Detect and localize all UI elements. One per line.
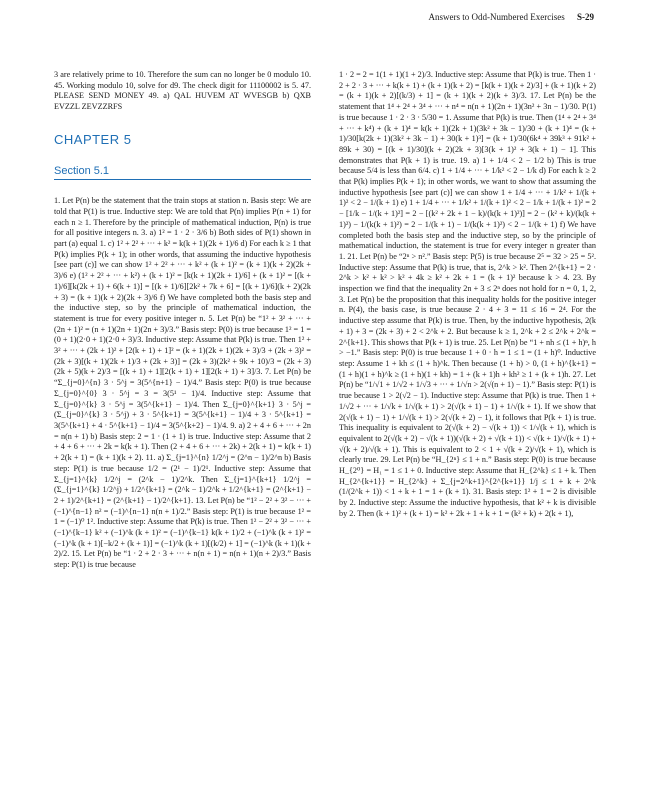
running-header xyxy=(429,12,594,22)
header-title: Answers to Odd-Numbered Exercises xyxy=(428,12,565,22)
section-answers: 1. Let P(n) be the statement that the train stops at station n. Basis step: We are told that P(1) is true. Inductive step: We are told that P(n) implies P(n + 1) for each n ≥ 1. Therefore by the principle of mathematical induction, P(n) is true for all positive integers n. 3. a) 1² = 1 · 2 · 3/6 b) Both sides of P(1) shown in part (a) equal 1. c) 1² + 2² + ··· + k² = k(k + 1)(2k + 1)/6 d) For each k ≥ 1 that P(k) implies P(k + 1); in other words, that assuming the inductive hypothesis [see part (c)] we can show 1² + 2² + ··· + k² + (k + 1)² = (k + 1)(k + 2)(2k + 3)/6 e) (1² + 2² + ··· + k²) + (k + 1)² = [k(k + 1)(2k + 1)/6] + (k + 1)² = [(k + 1)/6][k(2k + 1) + 6(k + 1)] = [(k + 1)/6][2k² + 7k + 6] = [(k + 1)/6](k + 2)(2k + 3) = (k + 1)(k + 2)(2k + 3)/6 f) We have completed both the basis step and the inductive step, so by the principle of mathematical induction, the statement is true for every positive integer n. 5. Let P(n) be “1² + 3² + ··· + (2n + 1)² = (n + 1)(2n + 1)(2n + 3)/3.” Basis step: P(0) is true because 1² = 1 = (0 + 1)(2·0 + 1)(2·0 + 3)/3. Inductive step: Assume that P(k) is true. Then 1² + 3² + ··· + (2k + 1)² + [2(k + 1) + 1]² = (k + 1)(2k + 1)(2k + 3)/3 + (2k + 3)² = (2k + 3)[(k + 1)(2k + 1)/3 + (2k + 3)] = (2k + 3)(2k² + 9k + 10)/3 = (2k + 3)(2k + 5)(k + 2)/3 = [(k + 1) + 1][2(k + 1) + 1][2(k + 1) + 3]/3. 7. Let P(n) be “Σ_{j=0}^{n} 3 · 5^j = 3(5^{n+1} − 1)/4.” Basis step: P(0) is true because Σ_{j=0}^{0} 3 · 5^j = 3 = 3(5¹ − 1)/4. Inductive step: Assume that Σ_{j=0}^{k} 3 · 5^j = 3(5^{k+1} − 1)/4. Then Σ_{j=0}^{k+1} 3 · 5^j = (Σ_{j=0}^{k} 3 · 5^j) + 3 · 5^{k+1} = 3(5^{k+1} − 1)/4 + 3 · 5^{k+1} = 3(5^{k+1} + 4 · 5^{k+1} − 1)/4 = 3(5^{k+2} − 1)/4. 9. a) 2 + 4 + 6 + ··· + 2n = n(n + 1) b) Basis step: 2 = 1 · (1 + 1) is true. Inductive step: Assume that 2 + 4 + 6 + ··· + 2k = k(k + 1). Then (2 + 4 + 6 + ··· + 2k) + 2(k + 1) = k(k + 1) + 2(k + 1) = (k + 1)(k + 2). 11. a) Σ_{j=1}^{n} 1/2^j = (2^n − 1)/2^n b) Basis step: P(1) is true because 1/2 = (2¹ − 1)/2¹. Inductive step: Assume that Σ_{j=1}^{k} 1/2^j = (2^k − 1)/2^k. Then Σ_{j=1}^{k+1} 1/2^j = (Σ_{j=1}^{k} 1/2^j) + 1/2^{k+1} = (2^k − 1)/2^k + 1/2^{k+1} = (2^{k+1} − 2 + 1)/2^{k+1} = (2^{k+1} − 1)/2^{k+1}. 13. Let P(n) be “1² − 2² + 3² − ··· + (−1)^{n−1} n² = (−1)^{n−1} n(n + 1)/2.” Basis step: P(1) is true because 1² = 1 = (−1)⁰ 1². Inductive step: Assume that P(k) is true. Then 1² − 2² + 3² − ··· + (−1)^{k−1} k² + (−1)^k (k + 1)² = (−1)^{k−1} k(k + 1)/2 + (−1)^k (k + 1)² = (−1)^k (k + 1)[−k/2 + (k + 1)] = (−1)^k (k + 1)[(k/2) + 1] = (−1)^k (k + 1)(k + 2)/2. 15. Let P(n) be “1 · 2 + 2 · 3 + ··· + n(n + 1) = n(n + 1)(n + 2)/3.” Basis step: P(1) is true because xyxy=(54,196,311,570)
section-heading: Section 5.1 xyxy=(54,164,110,177)
carryover-answers: 3 are relatively prime to 10. Therefore the sum can no longer be 0 modulo 10. 45. Working modulo 10, solve for d9. The check digit for 11100002 is 5. 47. PLEASE SEND MONEY 49. a) QAL HUVEM AT WVESGB b) QXB EVZZL ZEVZZRFS xyxy=(54,70,311,112)
left-column xyxy=(54,70,311,782)
continued-answers: 1 · 2 = 2 = 1(1 + 1)(1 + 2)/3. Inductive step: Assume that P(k) is true. Then 1 · 2 + 2 · 3 + ··· + k(k + 1) + (k + 1)(k + 2) = [k(k + 1)(k + 2)/3] + (k + 1)(k + 2) = (k + 1)(k + 2)[(k/3) + 1] = (k + 1)(k + 2)(k + 3)/3. 17. Let P(n) be the statement that 1⁴ + 2⁴ + 3⁴ + ··· + n⁴ = n(n + 1)(2n + 1)(3n² + 3n − 1)/30. P(1) is true because 1 · 2 · 3 · 5/30 = 1. Assume that P(k) is true. Then (1⁴ + 2⁴ + 3⁴ + ··· + k⁴) + (k + 1)⁴ = k(k + 1)(2k + 1)(3k² + 3k − 1)/30 + (k + 1)⁴ = (k + 1)/30[k(2k + 1)(3k² + 3k − 1) + 30(k + 1)³] = (k + 1)/30(6k⁴ + 39k³ + 91k² + 89k + 30) = [(k + 1)/30](k + 2)(2k + 3)[3(k + 1)² + 3(k + 1) − 1]. This demonstrates that P(k + 1) is true. 19. a) 1 + 1/4 < 2 − 1/2 b) This is true because 5/4 is less than 6/4. c) 1 + 1/4 + ··· + 1/k² < 2 − 1/k d) For each k ≥ 2 that P(k) implies P(k + 1); in other words, we want to show that assuming the inductive hypothesis [see part (c)] we can show 1 + 1/4 + ··· + 1/k² + 1/(k + 1)² < 2 − 1/(k + 1) e) 1 + 1/4 + ··· + 1/k² + 1/(k + 1)² < 2 − 1/k + 1/(k + 1)² = 2 − [1/k − 1/(k + 1)²] = 2 − [(k² + 2k + 1 − k)/(k(k + 1)²)] = 2 − (k² + k)/(k(k + 1)²) − 1/(k(k + 1)²) = 2 − 1/(k + 1) − 1/(k(k + 1)²) < 2 − 1/(k + 1) f) We have completed both the basis step and the inductive step, so by the principle of mathematical induction, the statement is true for every integer n greater than 1. 21. Let P(n) be “2ⁿ > n².” Basis step: P(5) is true because 2⁵ = 32 > 25 = 5². Inductive step: Assume that P(k) is true, that is, 2^k > k². Then 2^{k+1} = 2 · 2^k > k² + k² > k² + 4k ≥ k² + 2k + 1 = (k + 1)² because k > 4. 23. By inspection we find that the inequality 2n + 3 ≤ 2ⁿ does not hold for n = 0, 1, 2, 3. Let P(n) be the proposition that this inequality holds for the positive integer n. P(4), the basis case, is true because 2 · 4 + 3 = 11 ≤ 16 = 2⁴. For the inductive step assume that P(k) is true. Then, by the inductive hypothesis, 2(k + 1) + 3 = (2k + 3) + 2 < 2^k + 2. But because k ≥ 1, 2^k + 2 ≤ 2^k + 2^k = 2^{k+1}. This shows that P(k + 1) is true. 25. Let P(n) be “1 + nh ≤ (1 + h)ⁿ, h > −1.” Basis step: P(0) is true because 1 + 0 · h = 1 ≤ 1 = (1 + h)⁰. Inductive step: Assume 1 + kh ≤ (1 + h)^k. Then because (1 + h) > 0, (1 + h)^{k+1} = (1 + h)(1 + h)^k ≥ (1 + h)(1 + kh) = 1 + (k + 1)h + kh² ≥ 1 + (k + 1)h. 27. Let P(n) be “1/√1 + 1/√2 + 1/√3 + ··· + 1/√n > 2(√(n + 1) − 1).” Basis step: P(1) is true because 1 > 2(√2 − 1). Inductive step: Assume that P(k) is true. Then 1 + 1/√2 + ··· + 1/√k + 1/√(k + 1) > 2(√(k + 1) − 1) + 1/√(k + 1). If we show that 2(√(k + 1) − 1) + 1/√(k + 1) > 2(√(k + 2) − 1), it follows that P(k + 1) is true. This inequality is equivalent to 2(√(k + 2) − √(k + 1)) < 1/√(k + 1), which is equivalent to 2(√(k + 2) − √(k + 1))(√(k + 2) + √(k + 1)) < √(k + 1)/√(k + 1) + √(k + 2)/√(k + 1). This is equivalent to 2 < 1 + √(k + 2)/√(k + 1), which is clearly true. 29. Let P(n) be “H_{2ⁿ} ≤ 1 + n.” Basis step: P(0) is true because H_{2⁰} = H₁ = 1 ≤ 1 + 0. Inductive step: Assume that H_{2^k} ≤ 1 + k. Then H_{2^{k+1}} = H_{2^k} + Σ_{j=2^k+1}^{2^{k+1}} 1/j ≤ 1 + k + 2^k (1/(2^k + 1)) < 1 + k + 1 = 1 + (k + 1). 31. Basis step: 1² + 1 = 2 is divisible by 2. Inductive step: Assume the inductive hypothesis, that k² + k is divisible by 2. Then (k + 1)² + (k + 1) = k² + 2k + 1 + k + 1 = (k² + k) + 2(k + 1), xyxy=(339,70,596,518)
right-column xyxy=(339,70,596,792)
section-rule xyxy=(54,179,311,180)
chapter-heading: CHAPTER 5 xyxy=(54,131,132,147)
page-number: S-29 xyxy=(576,12,594,22)
